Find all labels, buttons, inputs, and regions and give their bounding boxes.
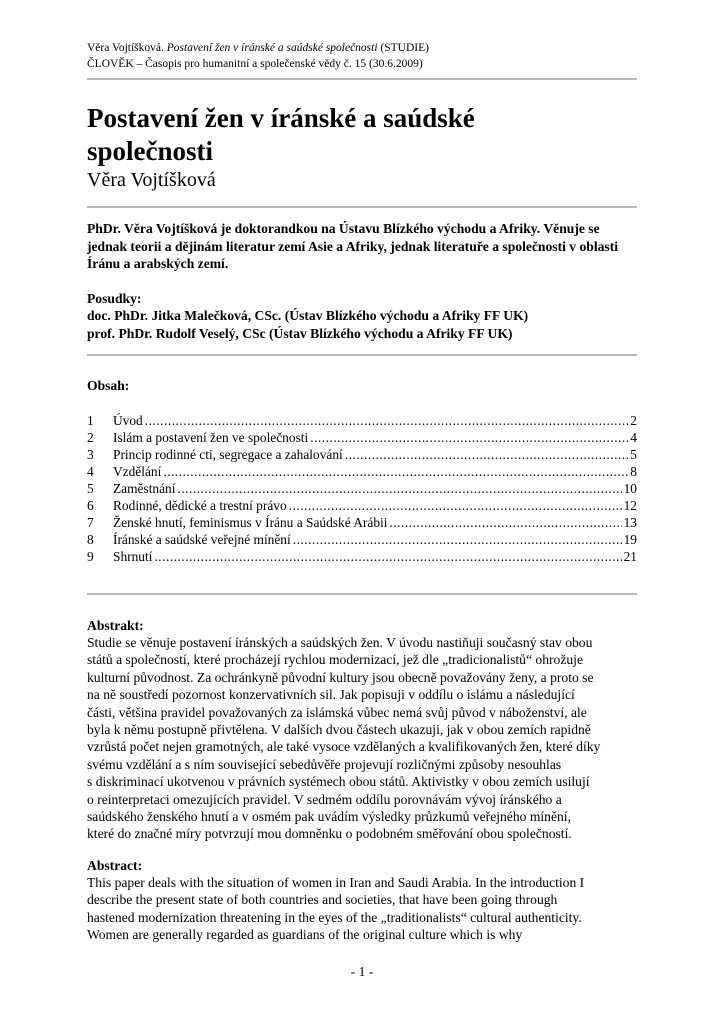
toc-number: 2 [87, 430, 94, 445]
abstrakt-line: států a společností, které procházejí rychlou modernizací, jež dle „tradicionalistů“ ohrožuje [87, 652, 583, 668]
toc-entry[interactable] [87, 446, 637, 463]
abstrakt-line: Studie se věnuje postavení íránských a saúdských žen. V úvodu nastiňuji současný stav obou [87, 635, 593, 650]
abstract-line: Women are generally regarded as guardians of the original culture which is why [87, 927, 523, 943]
abstract-heading: Abstract: [87, 857, 143, 873]
header-line-2: ČLOVĚK – Časopis pro humanitní a společenské vědy č. 15 (30.6.2009) [87, 58, 423, 70]
toc-leader [389, 514, 621, 531]
toc-title: Íránské a saúdské veřejné mínění [113, 532, 291, 547]
toc-entry[interactable] [87, 480, 637, 497]
header-suffix: (STUDIE) [380, 42, 429, 54]
reviews-divider [87, 354, 637, 356]
toc-entry[interactable] [87, 531, 637, 548]
abstract-line: hastened modernization threatening in the eyes of the „traditionalists“ cultural authenticity. [87, 909, 582, 925]
toc-leader [289, 497, 622, 514]
reviewer-2: prof. PhDr. Rudolf Veselý, CSc (Ústav Blízkého východu a Afriky FF UK) [87, 325, 513, 341]
title-line-2: společnosti [87, 136, 214, 166]
toc-leader [177, 480, 621, 497]
toc-title: Shrnutí [113, 549, 153, 564]
toc-heading: Obsah: [87, 378, 130, 393]
abstrakt-line: o reinterpretaci omezujících pravidel. V sedmém oddílu porovnávám vývoj íránského a [87, 791, 562, 807]
abstrakt-line: s diskriminací ukotvenou v právních systémech obou států. Aktivistky v obou zemích usilují [87, 774, 590, 790]
abstrakt-line: vzrůstá počet nejen gramotných, ale také vysoce vzdělaných a kvalifikovaných žen, které díky [87, 739, 601, 755]
toc-number: 7 [87, 515, 94, 530]
abstrakt-line: byla k němu postupně přivtělena. V dalších dvou částech ukazuji, jak v obou zemích rapidně [87, 722, 591, 738]
table-of-contents [87, 412, 637, 565]
toc-page: 2 [630, 413, 637, 428]
toc-entry[interactable] [87, 497, 637, 514]
toc-number: 6 [87, 498, 94, 513]
header-line-1 [87, 40, 637, 56]
bio-text: . Věra Vojtíšková je doktorandkou na Ústavu Blízkého východu a Afriky. Věnuje se jednak teorii a dějinám literatur zemí Asie a Afriky, jednak literatuře a společnosti v oblasti Íránu a arabských zemí. [87, 221, 618, 271]
abstrakt-line: svému vzdělání a s ním související sebedůvěře projevují rozličnými způsoby nesouhlas [87, 756, 562, 772]
article-title [87, 102, 637, 168]
toc-title: Vzdělání [113, 464, 162, 479]
page-number: - 1 - [350, 964, 374, 979]
title-line-1: Postavení žen v íránské a saúdské [87, 103, 475, 133]
abstrakt-line: části, většina pravidel považovaných za islámská vůbec nemá svůj původ v náboženství, ale [87, 704, 587, 720]
abstract-body [87, 874, 637, 944]
toc-page: 10 [623, 481, 637, 496]
abstract-line: This paper deals with the situation of women in Iran and Saudi Arabia. In the introduction I [87, 874, 585, 890]
toc-leader [163, 463, 628, 480]
toc-page: 13 [623, 515, 637, 530]
toc-title: Rodinné, dědické a trestní právo [113, 498, 287, 513]
toc-title: Ženské hnutí, feminismus v Íránu a Saúdské Arábii [113, 515, 388, 530]
title-divider [87, 206, 637, 208]
reviews [87, 290, 637, 343]
toc-entry[interactable] [87, 514, 637, 531]
toc-leader [310, 429, 628, 446]
toc-divider [87, 593, 637, 595]
toc-leader [293, 531, 622, 548]
toc-title: Islám a postavení žen ve společnosti [113, 430, 309, 445]
toc-title: Zaměstnání [113, 481, 176, 496]
running-header [87, 40, 637, 72]
toc-entry[interactable] [87, 548, 637, 565]
abstrakt-body [87, 634, 637, 843]
bio-prefix: PhDr [87, 221, 118, 236]
abstrakt-line: na ně soustředí pozornost konzervativních sil. Jak popisuji v oddílu o islámu a následující [87, 687, 575, 703]
toc-number: 5 [87, 481, 94, 496]
abstrakt-line: kulturní původnost. Za ochránkyně původní kultury jsou obecně považovány ženy, a proto se [87, 669, 594, 685]
header-article-title: Postavení žen v íránské a saúdské společnosti [166, 42, 378, 54]
abstract-line: describe the present state of both countries and societies, that have been going through [87, 892, 558, 908]
toc-page: 21 [623, 549, 637, 564]
toc-entry[interactable] [87, 412, 637, 429]
toc-page: 5 [630, 447, 637, 462]
toc-entry[interactable] [87, 429, 637, 446]
toc-page: 12 [623, 498, 637, 513]
toc-number: 4 [87, 464, 94, 479]
toc-page: 19 [623, 532, 637, 547]
reviewer-1: doc. PhDr. Jitka Malečková, CSc. (Ústav Blízkého východu a Afriky FF UK) [87, 308, 529, 323]
toc-page: 8 [630, 464, 637, 479]
author-bio [87, 220, 637, 273]
toc-leader [345, 446, 629, 463]
toc-leader [154, 548, 621, 565]
toc-title: Úvod [113, 413, 143, 428]
toc-number: 1 [87, 413, 94, 428]
abstrakt-heading: Abstrakt: [87, 618, 144, 633]
toc-leader [145, 412, 629, 429]
article-author: Věra Vojtíšková [87, 169, 216, 191]
abstrakt-line: které do značné míry potvrzují mou domněnku o podobném směřování obou společností. [87, 826, 572, 842]
abstrakt-line: saúdského ženského hnutí a v osmém pak uvádím výsledky průzkumů veřejného mínění, [87, 809, 571, 825]
toc-entry[interactable] [87, 463, 637, 480]
toc-title: Princip rodinné cti, segregace a zahalování [113, 447, 343, 462]
toc-number: 8 [87, 532, 94, 547]
reviews-heading: Posudky: [87, 290, 142, 306]
toc-number: 9 [87, 549, 94, 564]
toc-number: 3 [87, 447, 94, 462]
header-author: Věra Vojtíšková. [87, 42, 164, 54]
header-divider [87, 78, 637, 80]
toc-page: 4 [630, 430, 637, 445]
